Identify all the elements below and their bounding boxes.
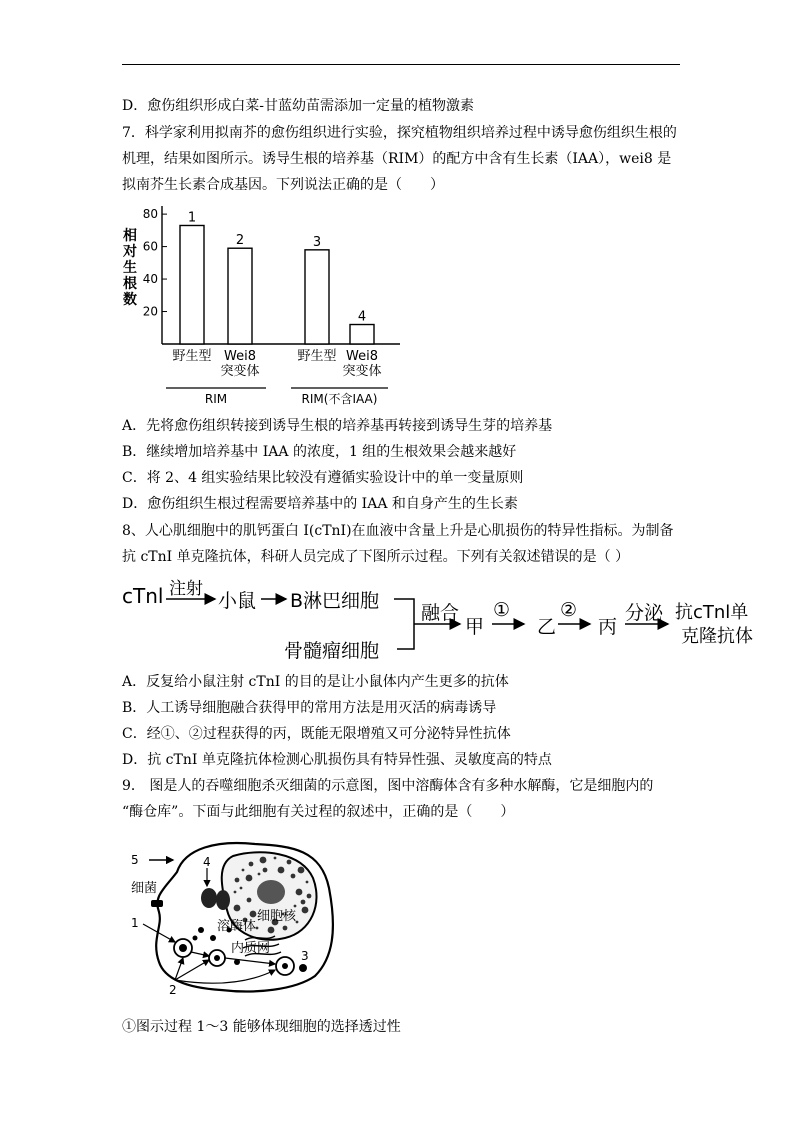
- chromatin-dot: [250, 911, 257, 918]
- bar-label-1: 1: [187, 210, 197, 226]
- flow-secrete-label: 分泌: [625, 602, 664, 624]
- chromatin-dot: [287, 860, 292, 865]
- chromatin-dot: [268, 927, 275, 934]
- figure-label-er: 内质网: [231, 941, 271, 956]
- q9-phagocyte-figure: [125, 830, 340, 1000]
- y-tick-label-3: 80: [142, 207, 158, 222]
- q8-option-a: A．反复给小鼠注射 cTnI 的目的是让小鼠体内产生更多的抗体: [122, 674, 509, 690]
- q8-stem-line1: 8、人心肌细胞中的肌钙蛋白 I(cTnI)在血液中含量上升是心肌损伤的特异性指标。为制备: [122, 523, 674, 539]
- q8-option-c: C．经①、②过程获得的丙，既能无限增殖又可分泌特异性抗体: [122, 726, 511, 742]
- q8-option-b: B．人工诱导细胞融合获得甲的常用方法是用灭活的病毒诱导: [122, 700, 497, 716]
- chromatin-dot: [296, 889, 303, 896]
- chromatin-dot: [296, 921, 299, 924]
- residual-body-core: [282, 963, 288, 969]
- q7-bar-chart: [118, 196, 418, 410]
- chromatin-dot: [240, 887, 243, 890]
- phagolysosome-1-core: [214, 955, 220, 961]
- y-axis-label-char-3: 根: [123, 276, 137, 292]
- category-label-2-line-1: Wei8: [224, 349, 256, 364]
- q7-option-a: A．先将愈伤组织转接到诱导生根的培养基再转接到诱导生芽的培养基: [122, 418, 553, 434]
- y-tick-label-1: 40: [142, 272, 158, 287]
- bar-label-2: 2: [235, 233, 245, 249]
- flow-yi: 乙: [537, 616, 557, 638]
- q7-option-c: C．将 2、4 组实验结果比较没有遵循实验设计中的单一变量原则: [122, 470, 524, 486]
- chromatin-dot: [302, 907, 309, 914]
- y-axis-label-char-2: 生: [123, 260, 137, 276]
- arrow-2a: [175, 958, 183, 980]
- figure-label-nucleus: 细胞核: [257, 909, 297, 924]
- category-label-4-line-1: Wei8: [346, 349, 378, 364]
- flow-mouse: 小鼠: [218, 590, 257, 612]
- flow-product-line1: 抗cTnl单: [675, 602, 749, 623]
- q9-stem-line2: “酶仓库”。下面与此细胞有关过程的叙述中，正确的是（ ）: [122, 804, 515, 820]
- flow-product-line2: 克隆抗体: [681, 626, 753, 647]
- flow-bing: 丙: [598, 616, 618, 638]
- bar-label-4: 4: [357, 309, 367, 325]
- y-tick-label-2: 60: [142, 239, 158, 254]
- q9-statement-1: ①图示过程 1～3 能够体现细胞的选择透过性: [122, 1019, 401, 1035]
- arrow-2c: [175, 970, 275, 983]
- chromatin-dot: [260, 857, 267, 864]
- chromatin-dot: [274, 857, 277, 860]
- bar-3: [305, 250, 329, 344]
- chromatin-dot: [294, 905, 297, 908]
- category-label-4-line-2: 突变体: [342, 364, 382, 379]
- y-axis-label-char-1: 对: [123, 244, 137, 260]
- chromatin-dot: [247, 898, 252, 903]
- chromatin-dot: [278, 867, 285, 874]
- mitochondrion-2: [216, 890, 230, 910]
- chromatin-dot: [298, 867, 305, 874]
- figure-label-1: 1: [131, 916, 139, 930]
- flow-fuse-label: 融合: [421, 602, 460, 624]
- q8-option-d: D．抗 cTnI 单克隆抗体检测心肌损伤具有特异性强、灵敏度高的特点: [122, 752, 552, 768]
- category-label-3-line-1: 野生型: [297, 349, 337, 364]
- lysosome-dot-1: [198, 927, 204, 933]
- figure-label-2: 2: [169, 983, 177, 997]
- chromatin-dot: [306, 881, 309, 884]
- mitochondrion-1: [201, 888, 217, 908]
- bar-1: [180, 225, 204, 344]
- chromatin-dot: [283, 926, 288, 931]
- arrow-2b: [175, 960, 209, 980]
- y-axis-label-char-4: 数: [123, 292, 137, 308]
- nucleolus: [257, 880, 285, 904]
- bracket-fusion: [394, 599, 414, 649]
- chromatin-dot: [256, 927, 259, 930]
- bar-2: [228, 248, 252, 344]
- q8-stem-line2: 抗 cTnI 单克隆抗体，科研人员完成了下图所示过程。下列有关叙述错误的是（ ）: [122, 549, 630, 565]
- flow-bcell: B淋巴细胞: [290, 590, 380, 612]
- phagosome-bacteria: [179, 944, 187, 952]
- chromatin-dot: [258, 873, 261, 876]
- q9-stem-line1: 9． 图是人的吞噬细胞杀灭细菌的示意图，图中溶酶体含有多种水解酶，它是细胞内的: [122, 778, 654, 794]
- q6-option-d: D．愈伤组织形成白菜-甘蓝幼苗需添加一定量的植物激素: [122, 98, 474, 114]
- arrow-fuse-lysosome: [191, 952, 209, 956]
- q7-stem-line2: 机理，结果如图所示。诱导生根的培养基（RIM）的配方中含有生长素（IAA），wei8 是: [122, 151, 672, 167]
- figure-label-bacteria: 细菌: [131, 881, 158, 896]
- chromatin-dot: [234, 905, 241, 912]
- flow-inject-label: 注射: [169, 579, 203, 599]
- chromatin-dot: [301, 900, 306, 905]
- q7-stem-line1: 7．科学家利用拟南芥的愈伤组织进行实验，探究植物组织培养过程中诱导愈伤组织生根的: [122, 125, 677, 141]
- y-axis-label-char-0: 相: [123, 228, 137, 244]
- bar-label-3: 3: [312, 234, 322, 250]
- figure-label-5: 5: [131, 853, 139, 867]
- lysosome-dot-3: [193, 936, 198, 941]
- lysosome-dot-2: [210, 935, 216, 941]
- chromatin-dot: [246, 875, 253, 882]
- y-tick-label-0: 20: [142, 304, 158, 319]
- chromatin-dot: [235, 878, 240, 883]
- flow-marrow: 骨髓瘤细胞: [284, 640, 380, 662]
- bar-4: [350, 325, 374, 344]
- q7-stem-line3: 拟南芥生长素合成基因。下列说法正确的是（ ）: [122, 177, 444, 193]
- figure-label-3: 3: [301, 949, 309, 963]
- q7-option-d: D．愈伤组织生根过程需要培养基中的 IAA 和自身产生的生长素: [122, 496, 518, 512]
- flow-ctnl: cTnl: [122, 584, 164, 608]
- q8-flow-arrows: [120, 575, 680, 670]
- chromatin-dot: [291, 874, 296, 879]
- category-label-1-line-1: 野生型: [172, 349, 212, 364]
- flow-step1-label: ①: [493, 599, 511, 621]
- figure-label-lysosome: 溶酶体: [217, 919, 257, 934]
- figure-label-4: 4: [203, 855, 211, 869]
- flow-jia: 甲: [465, 616, 485, 638]
- header-rule: [122, 64, 680, 65]
- chromatin-dot: [249, 862, 254, 867]
- category-label-2-line-2: 突变体: [220, 364, 260, 379]
- flow-step2-label: ②: [560, 599, 578, 621]
- arrow-to-residual: [225, 958, 275, 964]
- group-label-2: RIM(不含IAA): [301, 392, 378, 406]
- bacterium-outside: [151, 900, 163, 907]
- chromatin-dot: [234, 891, 237, 894]
- exocytosed-debris: [299, 964, 307, 972]
- chromatin-dot: [263, 868, 268, 873]
- chromatin-dot: [242, 869, 245, 872]
- q7-option-b: B．继续增加培养基中 IAA 的浓度，1 组的生根效果会越来越好: [122, 444, 517, 460]
- chromatin-dot: [307, 894, 312, 899]
- group-label-1: RIM: [204, 392, 228, 406]
